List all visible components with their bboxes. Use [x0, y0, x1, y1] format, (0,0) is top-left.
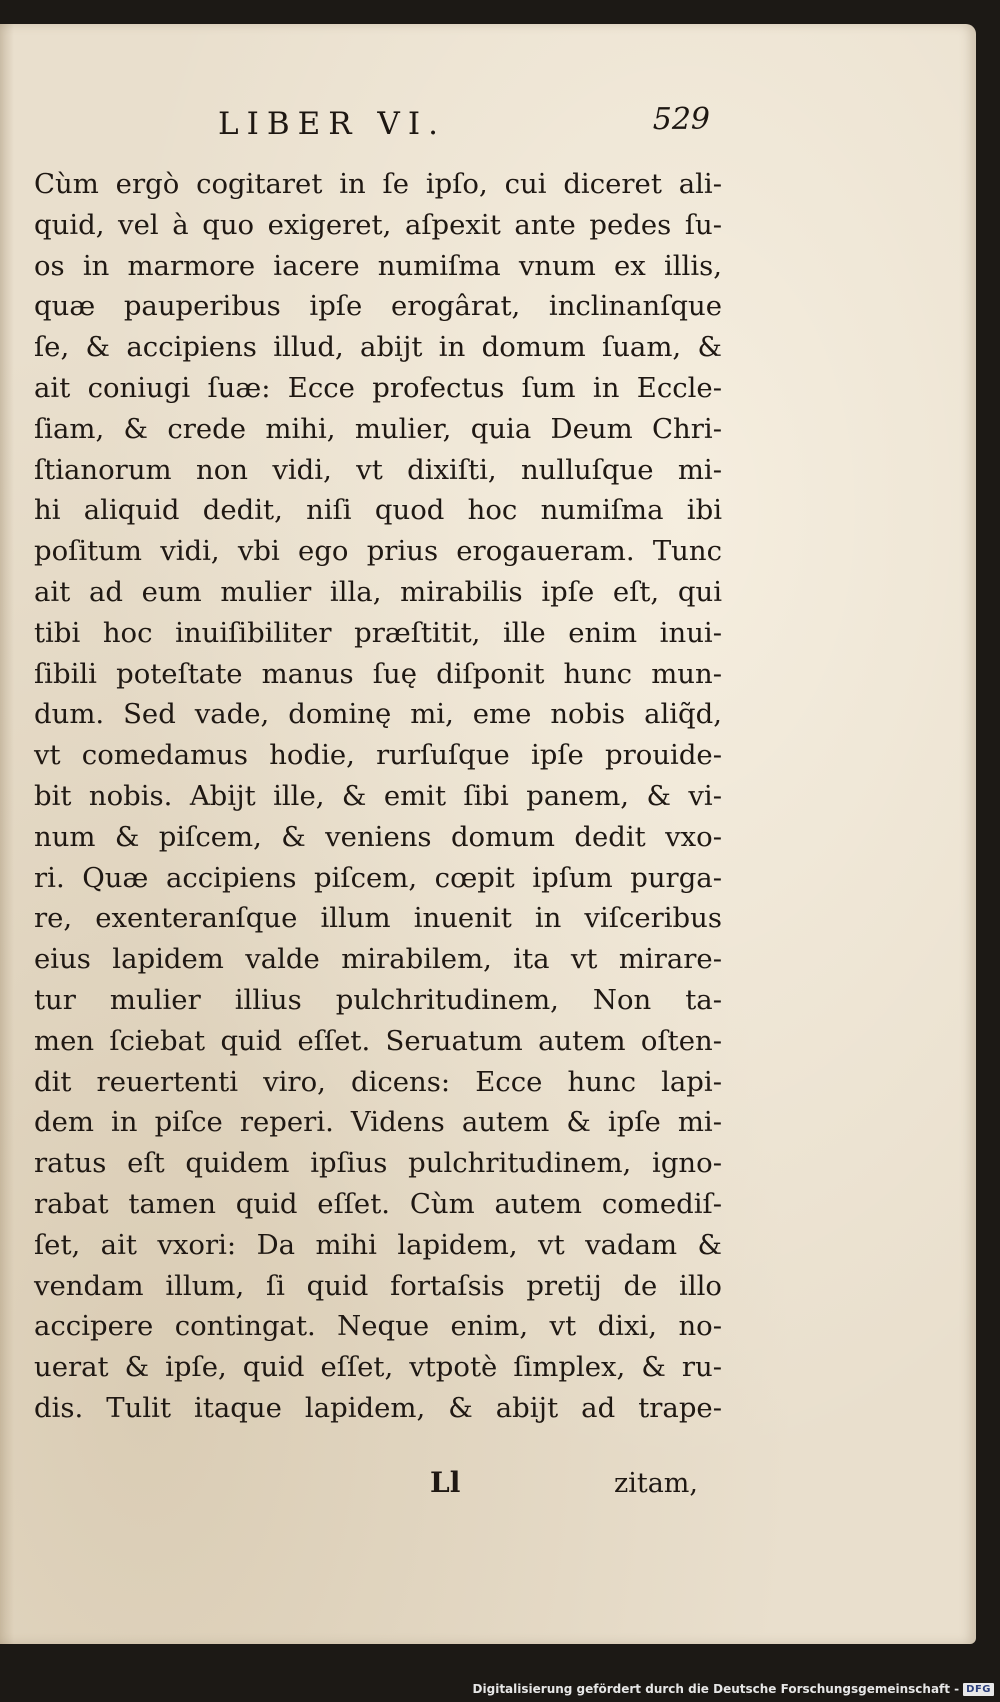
- text-line: dit reuertenti viro, dicens: Ecce hunc lapi-: [34, 1065, 722, 1098]
- text-line: vt comedamus hodie, rurſuſque ipſe prouide-: [34, 739, 722, 772]
- text-line: ſtianorum non vidi, vt dixiſti, nulluſque mi-: [34, 453, 722, 486]
- text-line: men ſciebat quid eſſet. Seruatum autem oſten-: [34, 1024, 722, 1057]
- page-number: 529: [652, 102, 710, 137]
- text-line: ſet, ait vxori: Da mihi lapidem, vt vadam &: [34, 1228, 722, 1261]
- digitization-credit: [473, 1680, 994, 1698]
- text-line: tibi hoc inuiſibiliter præſtitit, ille enim inui-: [34, 616, 722, 649]
- text-line: ri. Quæ accipiens piſcem, cœpit ipſum purga-: [34, 861, 722, 894]
- text-line: ait coniugi ſuæ: Ecce profectus ſum in Eccle-: [34, 371, 722, 404]
- text-line: tur mulier illius pulchritudinem, Non ta-: [34, 983, 722, 1016]
- text-line: hi aliquid dedit, niſi quod hoc numiſma ibi: [34, 494, 722, 527]
- text-line: ſe, & accipiens illud, abijt in domum ſuam, &: [34, 331, 722, 364]
- text-line: quæ pauperibus ipſe erogârat, inclinanſque: [34, 290, 722, 323]
- text-line: dum. Sed vade, dominę mi, eme nobis aliq̃d,: [34, 698, 722, 731]
- text-line: bit nobis. Abijt ille, & emit ſibi panem, & vi-: [34, 779, 722, 812]
- text-line: accipere contingat. Neque enim, vt dixi, no-: [34, 1310, 722, 1343]
- body-text: [34, 164, 722, 1429]
- text-line: Cùm ergò cogitaret in ſe ipſo, cui diceret ali-: [34, 168, 722, 200]
- dfg-logo: DFG: [963, 1683, 994, 1696]
- text-line: dem in piſce reperi. Videns autem & ipſe mi-: [34, 1106, 722, 1139]
- text-line: dis. Tulit itaque lapidem, & abijt ad trape-: [34, 1391, 722, 1424]
- text-line: ait ad eum mulier illa, mirabilis ipſe eſt, qui: [34, 575, 722, 608]
- running-head: LIBER VI.: [218, 106, 446, 142]
- text-line: poſitum vidi, vbi ego prius erogaueram. Tunc: [34, 535, 722, 568]
- text-line: ſibili poteſtate manus ſuę diſponit hunc mun-: [34, 657, 722, 690]
- text-line: ratus eſt quidem ipſius pulchritudinem, igno-: [34, 1147, 722, 1180]
- catchword: zitam,: [614, 1468, 698, 1499]
- text-line: num & piſcem, & veniens domum dedit vxo-: [34, 820, 722, 853]
- page-header: [218, 100, 710, 154]
- text-line: rabat tamen quid eſſet. Cùm autem comediſ-: [34, 1187, 722, 1220]
- text-line: os in marmore iacere numiſma vnum ex illis,: [34, 249, 722, 282]
- text-line: uerat & ipſe, quid eſſet, vtpotè ſimplex, & ru-: [34, 1351, 722, 1384]
- text-line: ſiam, & crede mihi, mulier, quia Deum Chri-: [34, 412, 722, 445]
- text-line: quid, vel à quo exigeret, aſpexit ante pedes ſu-: [34, 208, 722, 241]
- text-line: re, exenteranſque illum inuenit in viſceribus: [34, 902, 722, 935]
- credit-text: Digitalisierung gefördert durch die Deutsche Forschungsgemeinschaft -: [472, 1682, 960, 1696]
- text-line: vendam illum, ſi quid fortaſsis pretij de illo: [34, 1269, 722, 1302]
- text-line: eius lapidem valde mirabilem, ita vt mirare-: [34, 943, 722, 976]
- signature-mark: Ll: [430, 1466, 461, 1499]
- book-page: [0, 24, 976, 1644]
- page-footer: [34, 1466, 722, 1506]
